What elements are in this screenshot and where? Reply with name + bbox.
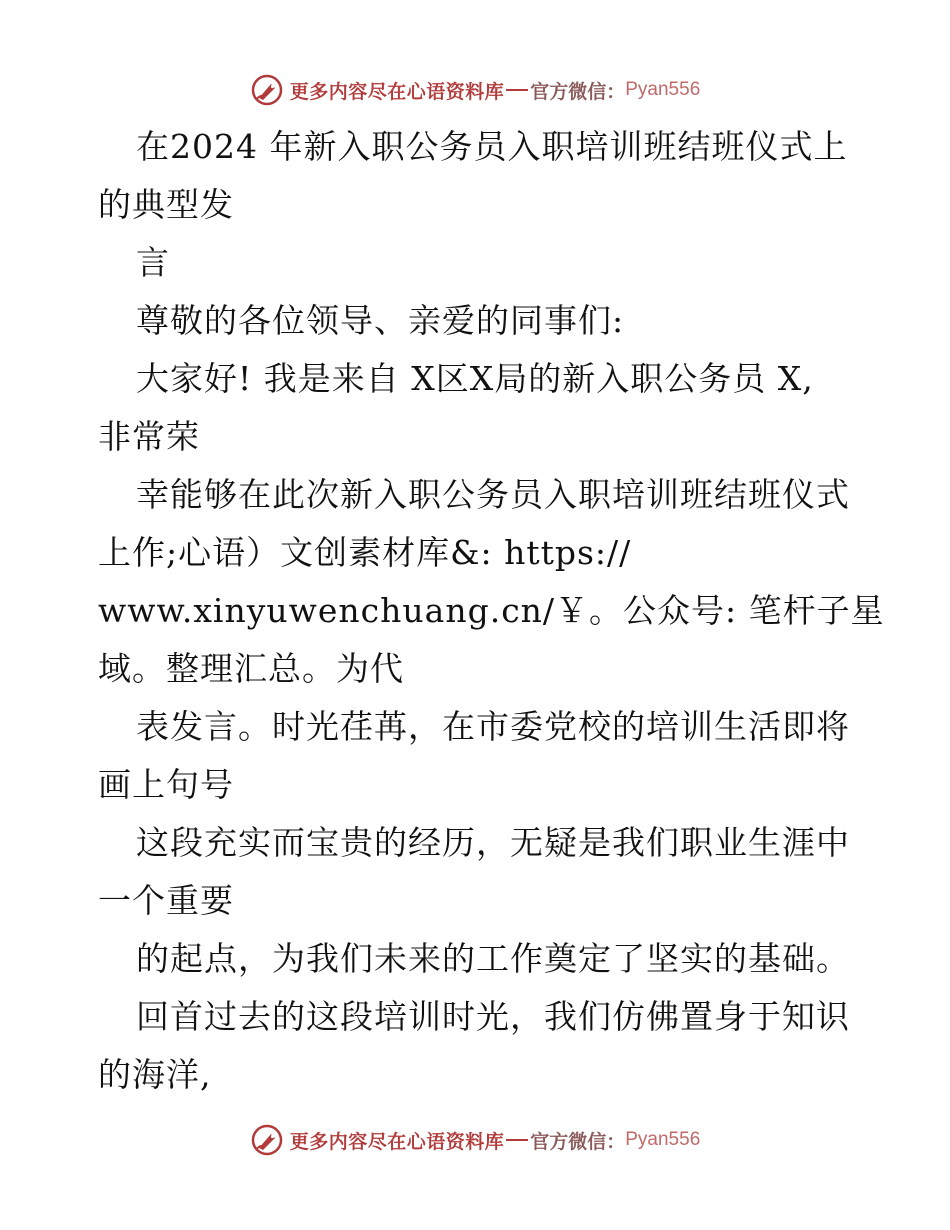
header-banner xyxy=(0,70,950,110)
wechat-id: Pyan556 xyxy=(625,1129,701,1150)
pen-nib-logo-icon xyxy=(250,73,284,107)
text-line: 言 xyxy=(136,243,170,282)
text-line: 画上句号 xyxy=(98,765,234,804)
banner-text: 更多内容尽在心语资料库 xyxy=(289,1130,505,1153)
wechat-label: 官方微信： xyxy=(530,80,626,103)
banner-text: 更多内容尽在心语资料库 xyxy=(289,80,505,103)
text-line: 一个重要 xyxy=(98,881,234,920)
document-body xyxy=(98,118,885,1104)
text-line: www.xinyuwenchuang.cn/￥。公众号: 笔杆子星 xyxy=(98,591,885,630)
text-line: 表发言。时光荏苒，在市委党校的培训生活即将 xyxy=(136,707,850,746)
text-line: 的海洋, xyxy=(98,1055,212,1094)
text-line: 大家好! 我是来自 X区X局的新入职公务员 X, xyxy=(136,359,814,398)
text-line: 域。整理汇总。为代 xyxy=(98,649,404,688)
wechat-id: Pyan556 xyxy=(625,79,701,100)
pen-nib-logo-icon xyxy=(250,1123,284,1157)
wechat-label: 官方微信： xyxy=(530,1130,626,1153)
text-line: 的起点，为我们未来的工作奠定了坚实的基础。 xyxy=(136,939,850,978)
text-line: 回首过去的这段培训时光，我们仿佛置身于知识 xyxy=(136,997,850,1036)
footer-banner xyxy=(0,1120,950,1160)
text-line: 非常荣 xyxy=(98,417,200,456)
banner-divider xyxy=(506,1139,528,1141)
text-line: 尊敬的各位领导、亲爱的同事们: xyxy=(136,301,625,340)
text-line: 上作;心语）文创素材库&: https:// xyxy=(98,533,632,572)
text-line: 的典型发 xyxy=(98,185,234,224)
banner-divider xyxy=(506,89,528,91)
text-line: 幸能够在此次新入职公务员入职培训班结班仪式 xyxy=(136,475,850,514)
text-line: 这段充实而宝贵的经历，无疑是我们职业生涯中 xyxy=(136,823,850,862)
text-line: 在2024 年新入职公务员入职培训班结班仪式上 xyxy=(136,127,848,166)
